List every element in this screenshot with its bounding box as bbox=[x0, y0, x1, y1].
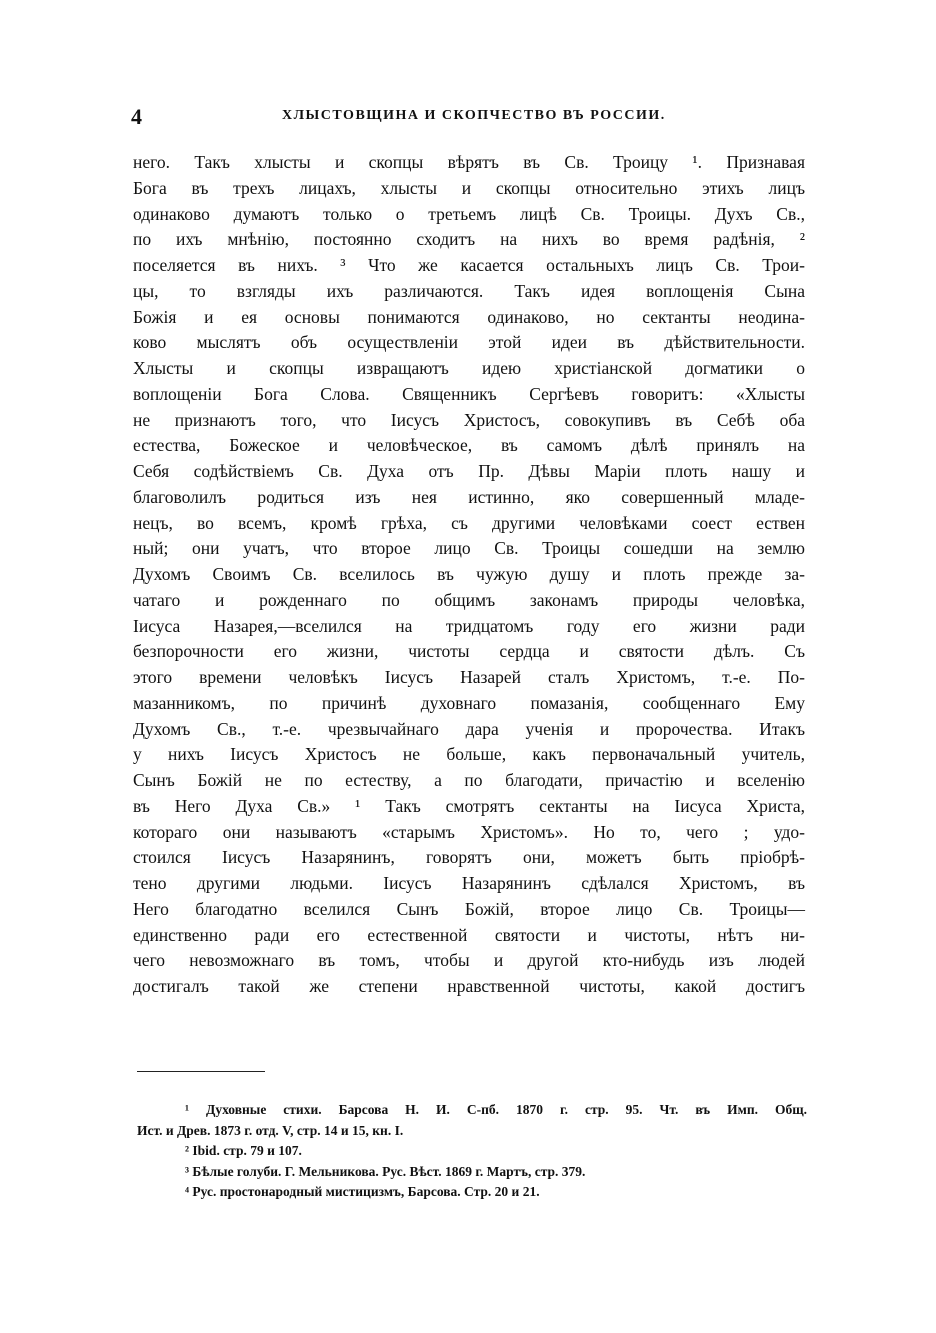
text-line: воплощеніи Бога Слова. Священникъ Сергѣевъ говоритъ: «Хлысты bbox=[133, 383, 805, 404]
text-line: этого времени человѣкъ Іисусъ Назарей сталъ Христомъ, т.-е. По- bbox=[133, 667, 805, 687]
text-line: Хлысты и скопцы извращаютъ идею христіанской догматики о bbox=[133, 358, 805, 378]
text-line: благоволилъ родиться изъ нея истинно, яко совершенный младе- bbox=[133, 486, 805, 507]
text-line: Божія и ея основы понимаются одинаково, но сектанты неодина- bbox=[133, 306, 805, 327]
text-line: достигалъ такой же степени нравственной чистоты, какой достигъ bbox=[133, 976, 805, 996]
footnote-rule bbox=[137, 1071, 265, 1072]
text-line: котораго они называютъ «старымъ Христомъ». Но то, чего ; удо- bbox=[133, 821, 805, 842]
footnote-1: ¹ Духовные стихи. Барсова Н. И. С-пб. 1870 г. стр. 95. Чт. въ Имп. Общ. bbox=[185, 1102, 807, 1117]
text-line: одинаково думаютъ только о третьемъ лицѣ Св. Троицы. Духъ Св., bbox=[133, 203, 805, 224]
footnote-1-continued: Ист. и Древ. 1873 г. отд. V, стр. 14 и 15, кн. I. bbox=[137, 1122, 404, 1138]
text-line: Іисуса Назарея,—вселился на тридцатомъ году его жизни ради bbox=[133, 615, 805, 636]
text-line: поселяется въ нихъ. ³ Что же касается остальныхъ лицъ Св. Трои- bbox=[133, 255, 805, 275]
text-line: единственно ради его естественной святости и чистоты, нѣтъ ни- bbox=[133, 924, 805, 945]
text-line: ный; они учатъ, что второе лицо Св. Троицы сошедши на землю bbox=[133, 538, 805, 559]
text-line: Духомъ Св., т.-е. чрезвычайнаго дара ученія и пророчества. Итакъ bbox=[133, 718, 805, 739]
text-line: Бога въ трехъ лицахъ, хлысты и скопцы относительно этихъ лицъ bbox=[133, 177, 805, 198]
text-line: въ Него Духа Св.» ¹ Такъ смотрятъ сектанты на Іисуса Христа, bbox=[133, 795, 805, 816]
footnote-3: ³ Бѣлые голуби. Г. Мельникова. Рус. Вѣст. 1869 г. Мартъ, стр. 379. bbox=[185, 1163, 586, 1179]
body-text bbox=[133, 150, 805, 1000]
footnote-2: ² Ibid. стр. 79 и 107. bbox=[185, 1143, 302, 1158]
page-number: 4 bbox=[131, 104, 142, 129]
text-line: Сынъ Божій не по естеству, а по благодати, причастію и вселенію bbox=[133, 770, 805, 790]
footnote-4: ⁴ Рус. простонародный мистицизмъ, Барсова. Стр. 20 и 21. bbox=[185, 1184, 540, 1199]
text-line: естества, Божеское и человѣческое, въ самомъ дѣлѣ принялъ на bbox=[133, 435, 805, 456]
text-line: тено другими людьми. Іисусъ Назарянинъ сдѣлался Христомъ, въ bbox=[133, 873, 805, 893]
text-line: Духомъ Своимъ Св. вселилось въ чужую душу и плоть прежде за- bbox=[133, 564, 805, 584]
text-line: чего невозможнаго въ томъ, чтобы и другой кто-нибудь изъ людей bbox=[133, 950, 805, 971]
text-line: нецъ, во всемъ, кромѣ грѣха, съ другими человѣками соест ествен bbox=[133, 512, 805, 533]
running-title: ХЛЫСТОВЩИНА И СКОПЧЕСТВО ВЪ РОССИИ. bbox=[282, 108, 666, 123]
text-line: цы, то взгляды ихъ различаются. Такъ идея воплощенія Сына bbox=[133, 280, 805, 301]
footnotes bbox=[137, 1100, 807, 1203]
text-line: по ихъ мнѣнію, постоянно сходитъ на нихъ во время радѣнія, ² bbox=[133, 229, 805, 250]
text-line: мазанникомъ, по причинѣ духовнаго помазанія, сообщеннаго Ему bbox=[133, 692, 805, 713]
text-line: ково мыслятъ объ осуществленіи этой идеи въ дѣйствительности. bbox=[133, 332, 805, 353]
text-line: Него благодатно вселился Сынъ Божій, второе лицо Св. Троицы— bbox=[133, 898, 805, 919]
text-line: Себя содѣйствіемъ Св. Духа отъ Пр. Дѣвы Маріи плоть нашу и bbox=[133, 461, 805, 481]
text-line: не признаютъ того, что Іисусъ Христосъ, совокупивъ въ Себѣ оба bbox=[133, 409, 805, 430]
text-line: у нихъ Іисусъ Христосъ не больше, какъ первоначальный учитель, bbox=[133, 744, 805, 765]
text-line: него. Такъ хлысты и скопцы вѣрятъ въ Св. Троицу ¹. Признавая bbox=[133, 152, 805, 172]
text-line: чатаго и рожденнаго по общимъ законамъ природы человѣка, bbox=[133, 589, 805, 610]
text-line: стоился Іисусъ Назарянинъ, говорятъ они, можетъ быть пріобрѣ- bbox=[133, 847, 805, 868]
text-line: безпорочности его жизни, чистоты сердца и святости дѣлъ. Съ bbox=[133, 641, 805, 662]
